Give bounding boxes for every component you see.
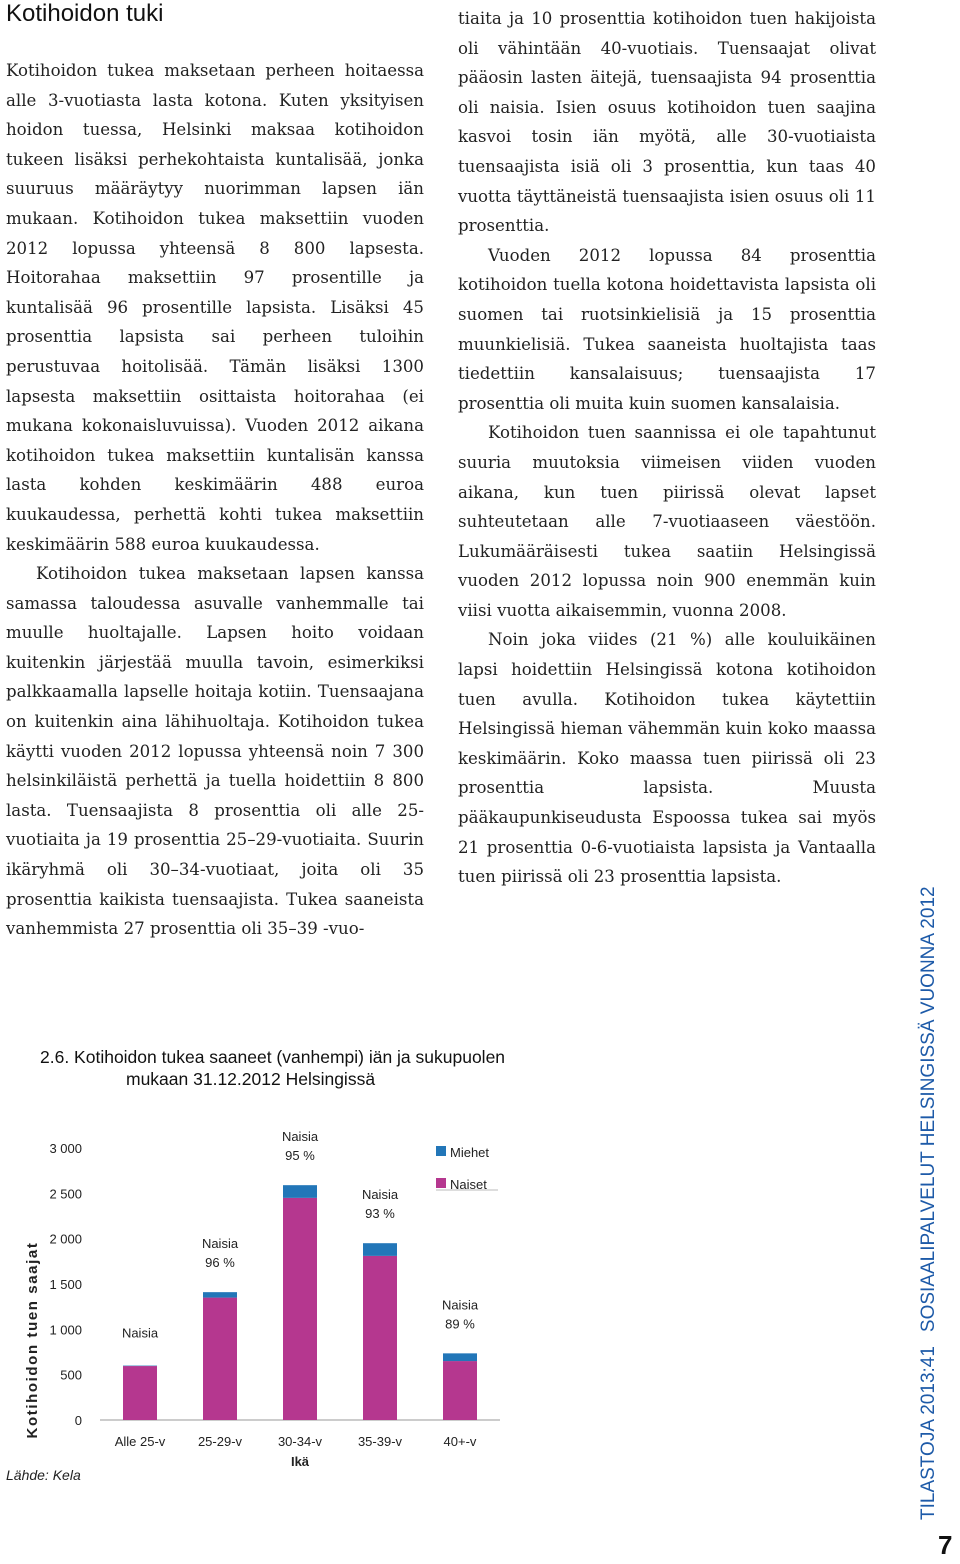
bar-miehet xyxy=(363,1243,397,1256)
x-tick-label: Alle 25-v xyxy=(114,1434,166,1449)
legend-label: Naiset xyxy=(450,1177,487,1192)
chart-legend xyxy=(436,1145,498,1192)
figure-title xyxy=(40,1046,560,1090)
bar-annotation: Naisia xyxy=(121,1325,159,1341)
body-paragraph: Noin joka viides (21 %) alle kouluikäinen lapsi hoidettiin Helsingissä kotona kotihoidon tuen avulla. Kotihoidon tukea käytettiin Helsingissä hieman vähemmän kuin koko maassa keskimäärin. Koko maassa tuen piirissä oli 23 prosenttia lapsista. Muusta pääkaupunkiseudusta Espoossa tukea sai myös 21 prosenttia 0-6-vuotiaista lapsista ja Vantaalla tuen piirissä oli 23 prosenttia lapsista. xyxy=(458,630,876,887)
y-tick-label: 3 000 xyxy=(49,1141,82,1156)
legend-swatch xyxy=(436,1146,446,1156)
figure-source: Lähde: Kela xyxy=(6,1467,81,1483)
bar-annotation-percent: 89 % xyxy=(445,1316,475,1332)
y-tick-label: 1 500 xyxy=(49,1277,82,1292)
bar-naiset xyxy=(203,1298,237,1420)
y-tick-label: 1 000 xyxy=(49,1322,82,1338)
bar-naiset xyxy=(283,1198,317,1420)
page-number: 7 xyxy=(938,1530,953,1560)
x-tick-label: 35-39-v xyxy=(357,1434,403,1449)
bar-miehet xyxy=(443,1353,477,1361)
body-paragraph: Kotihoidon tukea maksetaan perheen hoitaessa alle 3-vuotiasta lasta kotona. Kuten yksityisen hoidon tuessa, Helsinki maksaa kotihoidon tukeen lisäksi perhekohtaista kuntalisää, jonka suuruus määräytyy nuorimman lapsen iän mukaan. Kotihoidon tukea maksettiin vuoden 2012 lopussa yhteensä 8 800 lapsesta. Hoitorahaa maksettiin 97 prosentille ja kuntalisää 96 prosentille lapsista. Lisäksi 45 prosenttia lapsista sai perheen tuloihin perustuvaa hoitolisää. Tämän lisäksi 1300 lapsesta maksettiin osittaista hoitorahaa (ei mukana kokonaisluvuissa). Vuoden 2012 aikana kotihoidon tukea maksettiin kuntalisän kanssa lasta kohden keskimäärin 488 euroa kuukaudessa, perhettä kohti tukea maksettiin keskimäärin 588 euroa kuukaudessa. xyxy=(6,61,424,554)
bar-annotation: Naisia xyxy=(441,1297,479,1313)
body-paragraph: Vuoden 2012 lopussa 84 prosenttia kotihoidon tuella kotona hoidettavista lapsista oli suomen tai ruotsinkielisiä ja 15 prosenttia muunkielisiä. Tukea saaneista huoltajista taas tiedettiin kansalaisuus; tuensaajista 17 prosenttia oli muita kuin suomen kansalaisia. xyxy=(458,245,876,413)
bar-annotation-percent: 96 % xyxy=(205,1255,235,1271)
y-axis-title: Kotihoidon tuen saajat xyxy=(24,1241,41,1439)
body-paragraph: Kotihoidon tuen saannissa ei ole tapahtunut suuria muutoksia viimeisen viiden vuoden aikana, kun tuen piirissä olevat lapset suhteutetaan alle 7-vuotiaaseen väestöön. Lukumääräisesti tukea saatiin Helsingissä vuoden 2012 lopussa noin 900 enemmän kuin viisi vuotta aikaisemmin, vuonna 2008. xyxy=(458,423,876,620)
bar-miehet xyxy=(203,1292,237,1297)
bar-naiset xyxy=(123,1366,157,1420)
y-tick-label: 2 500 xyxy=(49,1186,82,1202)
right-column xyxy=(458,4,876,892)
y-tick-label: 500 xyxy=(60,1367,82,1383)
body-paragraph: tiaita ja 10 prosenttia kotihoidon tuen hakijoista oli vähintään 40-vuotiais. Tuensaajat olivat pääosin lasten äitejä, tuensaajista 94 prosenttia oli naisia. Isien osuus kotihoidon tuen saajina kasvoi tosin iän myötä, alle 30-vuotiaista tuensaajista isiä oli 3 prosenttia, kun taas 40 vuotta täyttäneistä tuensaajista isien osuus oli 11 prosenttia. xyxy=(458,9,876,236)
publication-label: TILASTOJA 2013:41 xyxy=(918,1346,939,1520)
y-tick-label: 2 000 xyxy=(49,1231,82,1247)
section-title: Kotihoidon tuki xyxy=(6,0,164,27)
bar-miehet xyxy=(283,1185,317,1198)
legend-swatch xyxy=(436,1178,446,1188)
running-footer xyxy=(918,886,952,1520)
x-axis-title: Ikä xyxy=(290,1454,310,1469)
legend-label: Miehet xyxy=(450,1145,490,1160)
series-title: SOSIAALIPALVELUT HELSINGISSÄ VUONNA 2012 xyxy=(918,886,939,1333)
left-column xyxy=(6,56,424,944)
body-paragraph: Kotihoidon tukea maksetaan lapsen kanssa samassa taloudessa asuvalle vanhemmalle tai muulle huoltajalle. Lapsen hoito voidaan kuitenkin järjestää muulla tavoin, esimerkiksi palkkaamalla lapselle hoitaja kotiin. Tuensaajana on kuitenkin aina lähihuoltaja. Kotihoidon tukea käytti vuoden 2012 lopussa yhteensä noin 7 300 helsinkiläistä perhettä ja tuella hoidettiin 8 800 lasta. Tuensaajista 8 prosenttia oli alle 25-vuotiaita ja 19 prosenttia 25–29-vuotiaita. Suurin ikäryhmä oli 30–34-vuotiaat, joita oli 35 prosenttia kaikista tuensaajista. Tukea saaneista vanhemmista 27 prosenttia oli 35–39 -vuo- xyxy=(6,564,424,939)
bar-annotation: Naisia xyxy=(201,1236,239,1252)
bar-annotation: Naisia xyxy=(281,1129,319,1145)
bar-naiset xyxy=(363,1256,397,1420)
figure-title-line2: mukaan 31.12.2012 Helsingissä xyxy=(126,1069,376,1089)
bar-annotation: Naisia xyxy=(361,1187,399,1203)
y-tick-label: 0 xyxy=(74,1413,82,1428)
bar-annotation-percent: 93 % xyxy=(365,1206,395,1222)
figure-title-line1: 2.6. Kotihoidon tukea saaneet (vanhempi) iän ja sukupuolen xyxy=(40,1047,506,1067)
x-tick-label: 40+-v xyxy=(443,1434,477,1449)
bar-naiset xyxy=(443,1361,477,1420)
x-tick-label: 30-34-v xyxy=(277,1434,323,1449)
bar-annotation-percent: 95 % xyxy=(285,1148,315,1164)
x-tick-label: 25-29-v xyxy=(197,1434,243,1449)
bar-chart xyxy=(0,1120,560,1480)
